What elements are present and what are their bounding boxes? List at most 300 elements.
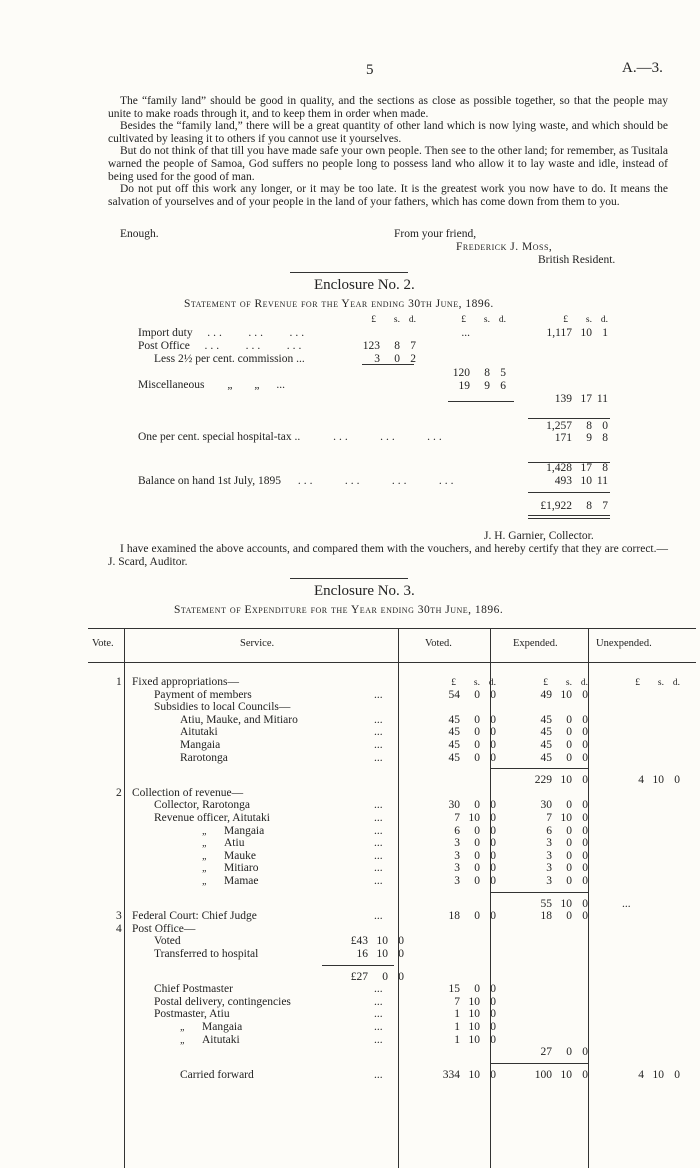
voted-amount-shillings: 10	[468, 1021, 480, 1033]
revenue-miscellaneous-shillings: 9	[484, 380, 490, 392]
unexpended-amount-shillings: 10	[652, 1068, 664, 1081]
post-office-inner-amount-shillings: 0	[382, 970, 388, 983]
expended-amount-pence: 0	[582, 862, 588, 875]
revenue-col1-pence-head: d.	[408, 315, 416, 325]
expended-total-rule	[490, 768, 588, 769]
expended-amount-shillings: 0	[566, 910, 572, 923]
expended-amount-pounds: 45	[540, 751, 552, 764]
expended-amount-shillings: 0	[566, 837, 572, 850]
voted-amount-shillings: 10	[468, 1008, 480, 1021]
voted-pound-head: £	[451, 678, 456, 688]
voted-amount-shillings: 0	[474, 824, 480, 837]
voted-amount-shillings: 0	[474, 799, 480, 812]
service-text: Transferred to hospital	[154, 948, 259, 960]
revenue-label-post-office: Post Office ... ... ...	[138, 340, 305, 352]
service-label	[132, 787, 243, 799]
revenue-label-commission: Less 2½ per cent. commission ...	[154, 353, 305, 365]
expended-amount-pence: 0	[582, 849, 588, 862]
revenue-subtotal-1-pounds: 139	[554, 393, 572, 405]
voted-amount-pence: 0	[490, 799, 496, 812]
voted-amount-shillings: 10	[468, 812, 480, 824]
service-text: Voted	[154, 935, 181, 948]
expended-total-rule	[490, 892, 588, 893]
voted-amount-pounds: 3	[454, 849, 460, 862]
service-text: Subsidies to local Councils—	[154, 701, 291, 714]
service-label	[180, 726, 218, 738]
voted-amount-shillings: 0	[474, 726, 480, 739]
leader-dots: ...	[374, 983, 383, 996]
voted-amount-pounds: 30	[448, 799, 460, 812]
service-label	[180, 1034, 240, 1046]
revenue-commission-pounds: 3	[374, 353, 380, 365]
leader-dots: ...	[374, 713, 383, 726]
voted-amount-shillings: 0	[474, 739, 480, 751]
voted-amount-pence: 0	[490, 726, 496, 739]
service-text: Post Office—	[132, 922, 196, 935]
expended-amount-shillings: 0	[566, 799, 572, 812]
service-label	[154, 701, 290, 713]
voted-pence-head: d.	[488, 678, 496, 688]
voted-amount-shillings: 0	[474, 713, 480, 726]
post-office-inner-amount-pounds: 16	[356, 948, 368, 960]
expended-amount-pounds: 229	[534, 774, 552, 787]
voted-amount-pence: 0	[490, 983, 496, 996]
expended-amount-shillings: 0	[566, 849, 572, 862]
voted-amount-shillings: 0	[474, 910, 480, 923]
voted-amount-pounds: 3	[454, 875, 460, 887]
service-text: Collector, Rarotonga	[154, 799, 250, 812]
unexpended-shilling-head: s.	[657, 678, 664, 688]
enclosure-3-title: Enclosure No. 3.	[314, 583, 415, 599]
voted-amount-pounds: 45	[448, 751, 460, 764]
revenue-label-balance: Balance on hand 1st July, 1895 ... ... ... ...	[138, 475, 457, 487]
expended-amount-pounds: 100	[534, 1068, 552, 1081]
revenue-miscellaneous-pence: 6	[500, 380, 506, 392]
expended-amount-pounds: 3	[546, 862, 552, 875]
revenue-balance-shillings: 10	[580, 475, 592, 487]
post-office-inner-amount-pounds: £43	[350, 935, 368, 948]
expended-amount-pounds: 45	[540, 739, 552, 751]
revenue-col1-pound-head: £	[371, 315, 376, 325]
revenue-rule	[528, 418, 610, 419]
service-text: Revenue officer, Aitutaki	[154, 812, 270, 824]
collector-signature: J. H. Garnier, Collector.	[484, 530, 594, 542]
service-label	[132, 676, 239, 688]
column-header-expended: Expended.	[513, 638, 558, 649]
service-text: Fixed appropriations—	[132, 676, 239, 688]
expended-amount-pence: 0	[582, 824, 588, 837]
unexpended-amount-shillings: 10	[652, 774, 664, 787]
revenue-label-import-duty: Import duty ... ... ...	[138, 327, 308, 339]
leader-dots: ...	[374, 862, 383, 875]
service-label	[154, 948, 258, 960]
expended-amount-pence: 0	[582, 726, 588, 739]
voted-amount-pence: 0	[490, 1021, 496, 1033]
leader-dots: ...	[374, 1021, 383, 1033]
ditto-mark: „	[202, 876, 208, 887]
leader-dots: ...	[374, 688, 383, 701]
enclosure-2-title: Enclosure No. 2.	[314, 277, 415, 293]
expended-amount-pence: 0	[582, 1068, 588, 1081]
table-column-rule	[588, 628, 589, 1168]
service-label	[154, 935, 181, 947]
post-office-inner-amount-pence: 0	[398, 935, 404, 948]
expended-amount-pence: 0	[582, 1046, 588, 1059]
revenue-balance-pounds: 493	[554, 475, 572, 487]
service-label	[154, 812, 270, 824]
expended-amount-pence: 0	[582, 812, 588, 824]
revenue-hospital-tax-shillings: 9	[586, 432, 592, 444]
revenue-hospital-tax-pence: 8	[602, 432, 608, 444]
service-text: Rarotonga	[180, 751, 228, 764]
expended-shilling-head: s.	[565, 678, 572, 688]
enclosure-2-subtitle: Statement of Revenue for the Year ending 30th June, 1896.	[184, 298, 494, 310]
service-text: Federal Court: Chief Judge	[132, 910, 257, 923]
expended-amount-pounds: 55	[540, 897, 552, 910]
voted-amount-pence: 0	[490, 995, 496, 1008]
voted-amount-shillings: 0	[474, 849, 480, 862]
voted-amount-shillings: 0	[474, 688, 480, 701]
voted-amount-pounds: 1	[454, 1008, 460, 1021]
revenue-commission-shillings: 0	[394, 353, 400, 365]
leader-dots: ...	[374, 824, 383, 837]
voted-amount-shillings: 0	[474, 862, 480, 875]
leader-dots: ...	[374, 799, 383, 812]
expended-amount-pence: 0	[582, 739, 588, 751]
voted-amount-pounds: 45	[448, 713, 460, 726]
ditto-mark: „	[180, 1034, 186, 1046]
leader-dots: ...	[374, 751, 383, 764]
letter-paragraph: The “family land” should be good in quality, and the sections as close as possible together, so that the people may unite to make roads through it, and to keep them in order when made.	[108, 95, 668, 120]
table-column-rule	[398, 628, 399, 1168]
service-label	[154, 1008, 230, 1020]
column-header-service: Service.	[240, 638, 275, 649]
voted-amount-pounds: 45	[448, 726, 460, 739]
leader-dots: ...	[374, 812, 383, 824]
revenue-subtotal-1-shillings: 17	[580, 393, 592, 405]
service-text: Postal delivery, contingencies	[154, 995, 291, 1008]
ditto-mark: „	[202, 838, 208, 850]
service-label	[154, 799, 250, 811]
service-text: Mauke	[224, 849, 256, 862]
revenue-rule	[448, 401, 514, 402]
voted-shilling-head: s.	[473, 678, 480, 688]
voted-amount-pounds: 45	[448, 739, 460, 751]
expended-amount-pounds: 3	[546, 849, 552, 862]
expended-total-rule	[490, 1063, 588, 1064]
unexpended-dots: ...	[622, 897, 631, 910]
voted-amount-pounds: 1	[454, 1033, 460, 1046]
letter-body	[108, 95, 668, 208]
unexpended-amount-pence: 0	[674, 774, 680, 787]
leader-dots: ...	[374, 837, 383, 850]
revenue-post-office-net-shillings: 8	[484, 367, 490, 379]
revenue-hospital-tax-pounds: 171	[554, 432, 572, 444]
service-text: Chief Postmaster	[154, 983, 233, 996]
table-column-rule	[124, 628, 125, 1168]
service-text: Atiu, Mauke, and Mitiaro	[180, 713, 298, 726]
revenue-miscellaneous-pounds: 19	[458, 380, 470, 392]
service-label	[154, 983, 233, 995]
voted-amount-pounds: 6	[454, 824, 460, 837]
expended-amount-pence: 0	[582, 751, 588, 764]
expended-amount-pounds: 6	[546, 824, 552, 837]
revenue-total-pounds: £1,922	[540, 500, 572, 512]
expended-amount-pence: 0	[582, 799, 588, 812]
leader-dots: ...	[374, 910, 383, 923]
service-label	[132, 923, 195, 935]
voted-amount-shillings: 10	[468, 1033, 480, 1046]
voted-amount-pence: 0	[490, 1008, 496, 1021]
expended-amount-shillings: 0	[566, 875, 572, 887]
voted-amount-pence: 0	[490, 837, 496, 850]
expended-amount-shillings: 10	[560, 812, 572, 824]
table-column-rule	[490, 628, 491, 1168]
revenue-col3-pound-head: £	[563, 315, 568, 325]
expended-amount-pounds: 27	[540, 1046, 552, 1059]
letter-signature: Frederick J. Moss,	[456, 241, 553, 253]
voted-amount-pence: 0	[490, 849, 496, 862]
unexpended-pence-head: d.	[672, 678, 680, 688]
service-label	[180, 1069, 254, 1081]
expended-amount-shillings: 0	[566, 824, 572, 837]
voted-amount-pounds: 54	[448, 688, 460, 701]
voted-amount-pence: 0	[490, 751, 496, 764]
post-office-inner-amount-shillings: 10	[376, 935, 388, 948]
revenue-rule	[528, 515, 610, 516]
voted-amount-pence: 0	[490, 713, 496, 726]
expended-amount-pounds: 3	[546, 875, 552, 887]
ditto-mark: „	[202, 850, 208, 862]
service-text: Carried forward	[180, 1068, 254, 1081]
unexpended-amount-pounds: 4	[638, 1068, 644, 1081]
revenue-subtotal-2-pounds: 1,257	[546, 420, 572, 432]
voted-amount-pence: 0	[490, 739, 496, 751]
revenue-total-shillings: 8	[586, 500, 592, 512]
leader-dots: ...	[374, 1033, 383, 1046]
vote-number: 2	[116, 786, 122, 799]
column-header-vote: Vote.	[92, 638, 114, 649]
revenue-post-office-pounds: 123	[362, 340, 380, 352]
letter-signature-title: British Resident.	[538, 254, 616, 266]
revenue-rule	[528, 462, 610, 463]
expended-amount-shillings: 0	[566, 713, 572, 726]
revenue-subtotal-3-pounds: 1,428	[546, 462, 572, 474]
expended-amount-pounds: 45	[540, 713, 552, 726]
column-header-unexpended: Unexpended.	[596, 638, 652, 649]
column-header-voted: Voted.	[425, 638, 452, 649]
expended-amount-shillings: 0	[566, 751, 572, 764]
expended-amount-pence: 0	[582, 774, 588, 787]
expended-amount-shillings: 0	[566, 726, 572, 739]
revenue-dots: ...	[461, 327, 470, 339]
expended-amount-pounds: 49	[540, 688, 552, 701]
revenue-subtotal-3-shillings: 17	[580, 462, 592, 474]
revenue-col2-pound-head: £	[461, 315, 466, 325]
service-label	[180, 1021, 242, 1033]
service-label	[202, 875, 258, 887]
expended-amount-shillings: 10	[560, 897, 572, 910]
voted-amount-pounds: 334	[442, 1068, 460, 1081]
voted-amount-pounds: 18	[448, 910, 460, 923]
letter-paragraph: Do not put off this work any longer, or it may be too late. It is the greatest work you now have to do. It means the salvation of yourselves and of your people in the land of your fathers, which has come down from them to you.	[108, 183, 668, 208]
leader-dots: ...	[374, 726, 383, 739]
section-divider	[290, 578, 408, 579]
vote-number: 4	[116, 922, 122, 935]
letter-paragraph: Besides the “family land,” there will be a great quantity of other land which is now lying waste, and which should be cultivated by leasing it to others if you cannot use it yourselves.	[108, 120, 668, 145]
post-office-inner-amount-pence: 0	[398, 970, 404, 983]
expended-amount-shillings: 10	[560, 1068, 572, 1081]
vote-number: 1	[116, 676, 122, 688]
revenue-post-office-net-pence: 5	[500, 367, 506, 379]
expended-amount-shillings: 0	[566, 1046, 572, 1059]
service-label	[202, 825, 264, 837]
expended-amount-pence: 0	[582, 713, 588, 726]
expended-amount-pence: 0	[582, 875, 588, 887]
unexpended-amount-pounds: 4	[638, 774, 644, 787]
revenue-subtotal-2-shillings: 8	[586, 420, 592, 432]
letter-paragraph: But do not think of that till you have made safe your own people. Then see to the other land; for remember, as Tusitala warned the people of Samoa, God suffers no people long to possess land who allow it to lay waste and idle, instead of being used for the good of man.	[108, 145, 668, 183]
service-text: Collection of revenue—	[132, 786, 244, 799]
revenue-import-duty-pence: 1	[602, 327, 608, 339]
unexpended-amount-pence: 0	[674, 1068, 680, 1081]
voted-amount-pence: 0	[490, 875, 496, 887]
ditto-mark: „	[180, 1022, 186, 1033]
document-reference: A.—3.	[622, 60, 663, 76]
expended-amount-pounds: 45	[540, 726, 552, 739]
leader-dots: ...	[374, 849, 383, 862]
revenue-subtotal-1-pence: 11	[596, 393, 608, 405]
voted-amount-shillings: 0	[474, 751, 480, 764]
leader-dots: ...	[374, 739, 383, 751]
voted-amount-shillings: 10	[468, 995, 480, 1008]
service-text: Aitutaki	[180, 726, 218, 739]
letter-valediction: From your friend,	[394, 228, 477, 240]
expended-amount-shillings: 0	[566, 739, 572, 751]
service-text: Mangaia	[202, 1021, 243, 1033]
expended-pound-head: £	[543, 678, 548, 688]
expended-amount-shillings: 10	[560, 774, 572, 787]
post-office-inner-amount-pounds: £27	[350, 970, 368, 983]
service-text: Aitutaki	[202, 1033, 240, 1046]
voted-amount-pence: 0	[490, 910, 496, 923]
service-text: Mitiaro	[224, 862, 259, 875]
revenue-rule	[362, 364, 414, 365]
revenue-import-duty-pounds: 1,117	[546, 327, 572, 339]
revenue-post-office-pence: 7	[410, 340, 416, 352]
voted-amount-pence: 0	[490, 1068, 496, 1081]
revenue-label-hospital-tax: One per cent. special hospital-tax .. ... ... ...	[138, 431, 445, 443]
leader-dots: ...	[374, 1068, 383, 1081]
expended-pence-head: d.	[580, 678, 588, 688]
service-label	[202, 850, 256, 862]
auditor-certification: I have examined the above accounts, and compared them with the vouchers, and hereby certify that they are correct.—J. Scard, Auditor.	[108, 543, 668, 568]
section-divider	[290, 272, 408, 273]
letter-closing: Enough.	[120, 228, 159, 240]
expended-amount-pounds: 7	[546, 812, 552, 824]
service-text: Mangaia	[224, 824, 265, 837]
voted-amount-pounds: 15	[448, 983, 460, 996]
service-label	[202, 862, 259, 874]
leader-dots: ...	[374, 1008, 383, 1021]
voted-amount-pence: 0	[490, 688, 496, 701]
vote-number: 3	[116, 910, 122, 923]
table-header-rule	[88, 662, 696, 663]
service-text: Payment of members	[154, 688, 252, 701]
service-label	[154, 996, 291, 1008]
expended-amount-pence: 0	[582, 910, 588, 923]
revenue-col1-shilling-head: s.	[393, 315, 400, 325]
service-label	[132, 910, 257, 922]
revenue-col2-pence-head: d.	[498, 315, 506, 325]
service-text: Mangaia	[180, 739, 221, 751]
service-label	[180, 714, 298, 726]
post-office-inner-amount-shillings: 10	[376, 948, 388, 960]
leader-dots: ...	[374, 995, 383, 1008]
service-label	[180, 739, 220, 751]
service-text: Atiu	[224, 837, 245, 850]
voted-amount-shillings: 0	[474, 875, 480, 887]
expended-amount-shillings: 0	[566, 862, 572, 875]
service-text: Postmaster, Atiu	[154, 1008, 230, 1021]
revenue-rule	[528, 518, 610, 519]
ditto-mark: „	[202, 825, 208, 837]
revenue-subtotal-2-pence: 0	[602, 420, 608, 432]
table-top-rule	[88, 628, 696, 629]
revenue-col3-pence-head: d.	[600, 315, 608, 325]
ditto-mark: „	[202, 863, 208, 875]
revenue-post-office-net-pounds: 120	[452, 367, 470, 379]
voted-amount-pounds: 3	[454, 837, 460, 850]
revenue-commission-pence: 2	[410, 353, 416, 365]
unexpended-pound-head: £	[635, 678, 640, 688]
enclosure-3-subtitle: Statement of Expenditure for the Year ending 30th June, 1896.	[174, 604, 504, 616]
voted-amount-pence: 0	[490, 862, 496, 875]
expended-amount-pounds: 3	[546, 837, 552, 850]
service-label	[180, 752, 228, 764]
voted-amount-pounds: 7	[454, 995, 460, 1008]
voted-amount-shillings: 0	[474, 837, 480, 850]
revenue-rule	[528, 492, 610, 493]
leader-dots: ...	[374, 875, 383, 887]
service-label	[154, 689, 252, 701]
expended-amount-pounds: 18	[540, 910, 552, 923]
expended-amount-pence: 0	[582, 897, 588, 910]
voted-amount-shillings: 0	[474, 983, 480, 996]
expended-amount-pounds: 30	[540, 799, 552, 812]
revenue-label-miscellaneous: Miscellaneous „ „ ...	[138, 379, 286, 391]
service-label	[202, 837, 244, 849]
revenue-col3-shilling-head: s.	[585, 315, 592, 325]
voted-amount-pence: 0	[490, 1033, 496, 1046]
voted-amount-pounds: 1	[454, 1021, 460, 1033]
post-office-inner-amount-pence: 0	[398, 948, 404, 960]
expended-amount-shillings: 10	[560, 688, 572, 701]
voted-amount-pounds: 3	[454, 862, 460, 875]
voted-amount-pence: 0	[490, 812, 496, 824]
revenue-col2-shilling-head: s.	[483, 315, 490, 325]
voted-amount-pence: 0	[490, 824, 496, 837]
revenue-subtotal-3-pence: 8	[602, 462, 608, 474]
voted-amount-pounds: 7	[454, 812, 460, 824]
revenue-balance-pence: 11	[596, 475, 608, 487]
expended-amount-pence: 0	[582, 837, 588, 850]
voted-amount-shillings: 10	[468, 1068, 480, 1081]
revenue-post-office-shillings: 8	[394, 340, 400, 352]
revenue-total-pence: 7	[602, 500, 608, 512]
page-number: 5	[366, 62, 374, 78]
revenue-import-duty-shillings: 10	[580, 327, 592, 339]
